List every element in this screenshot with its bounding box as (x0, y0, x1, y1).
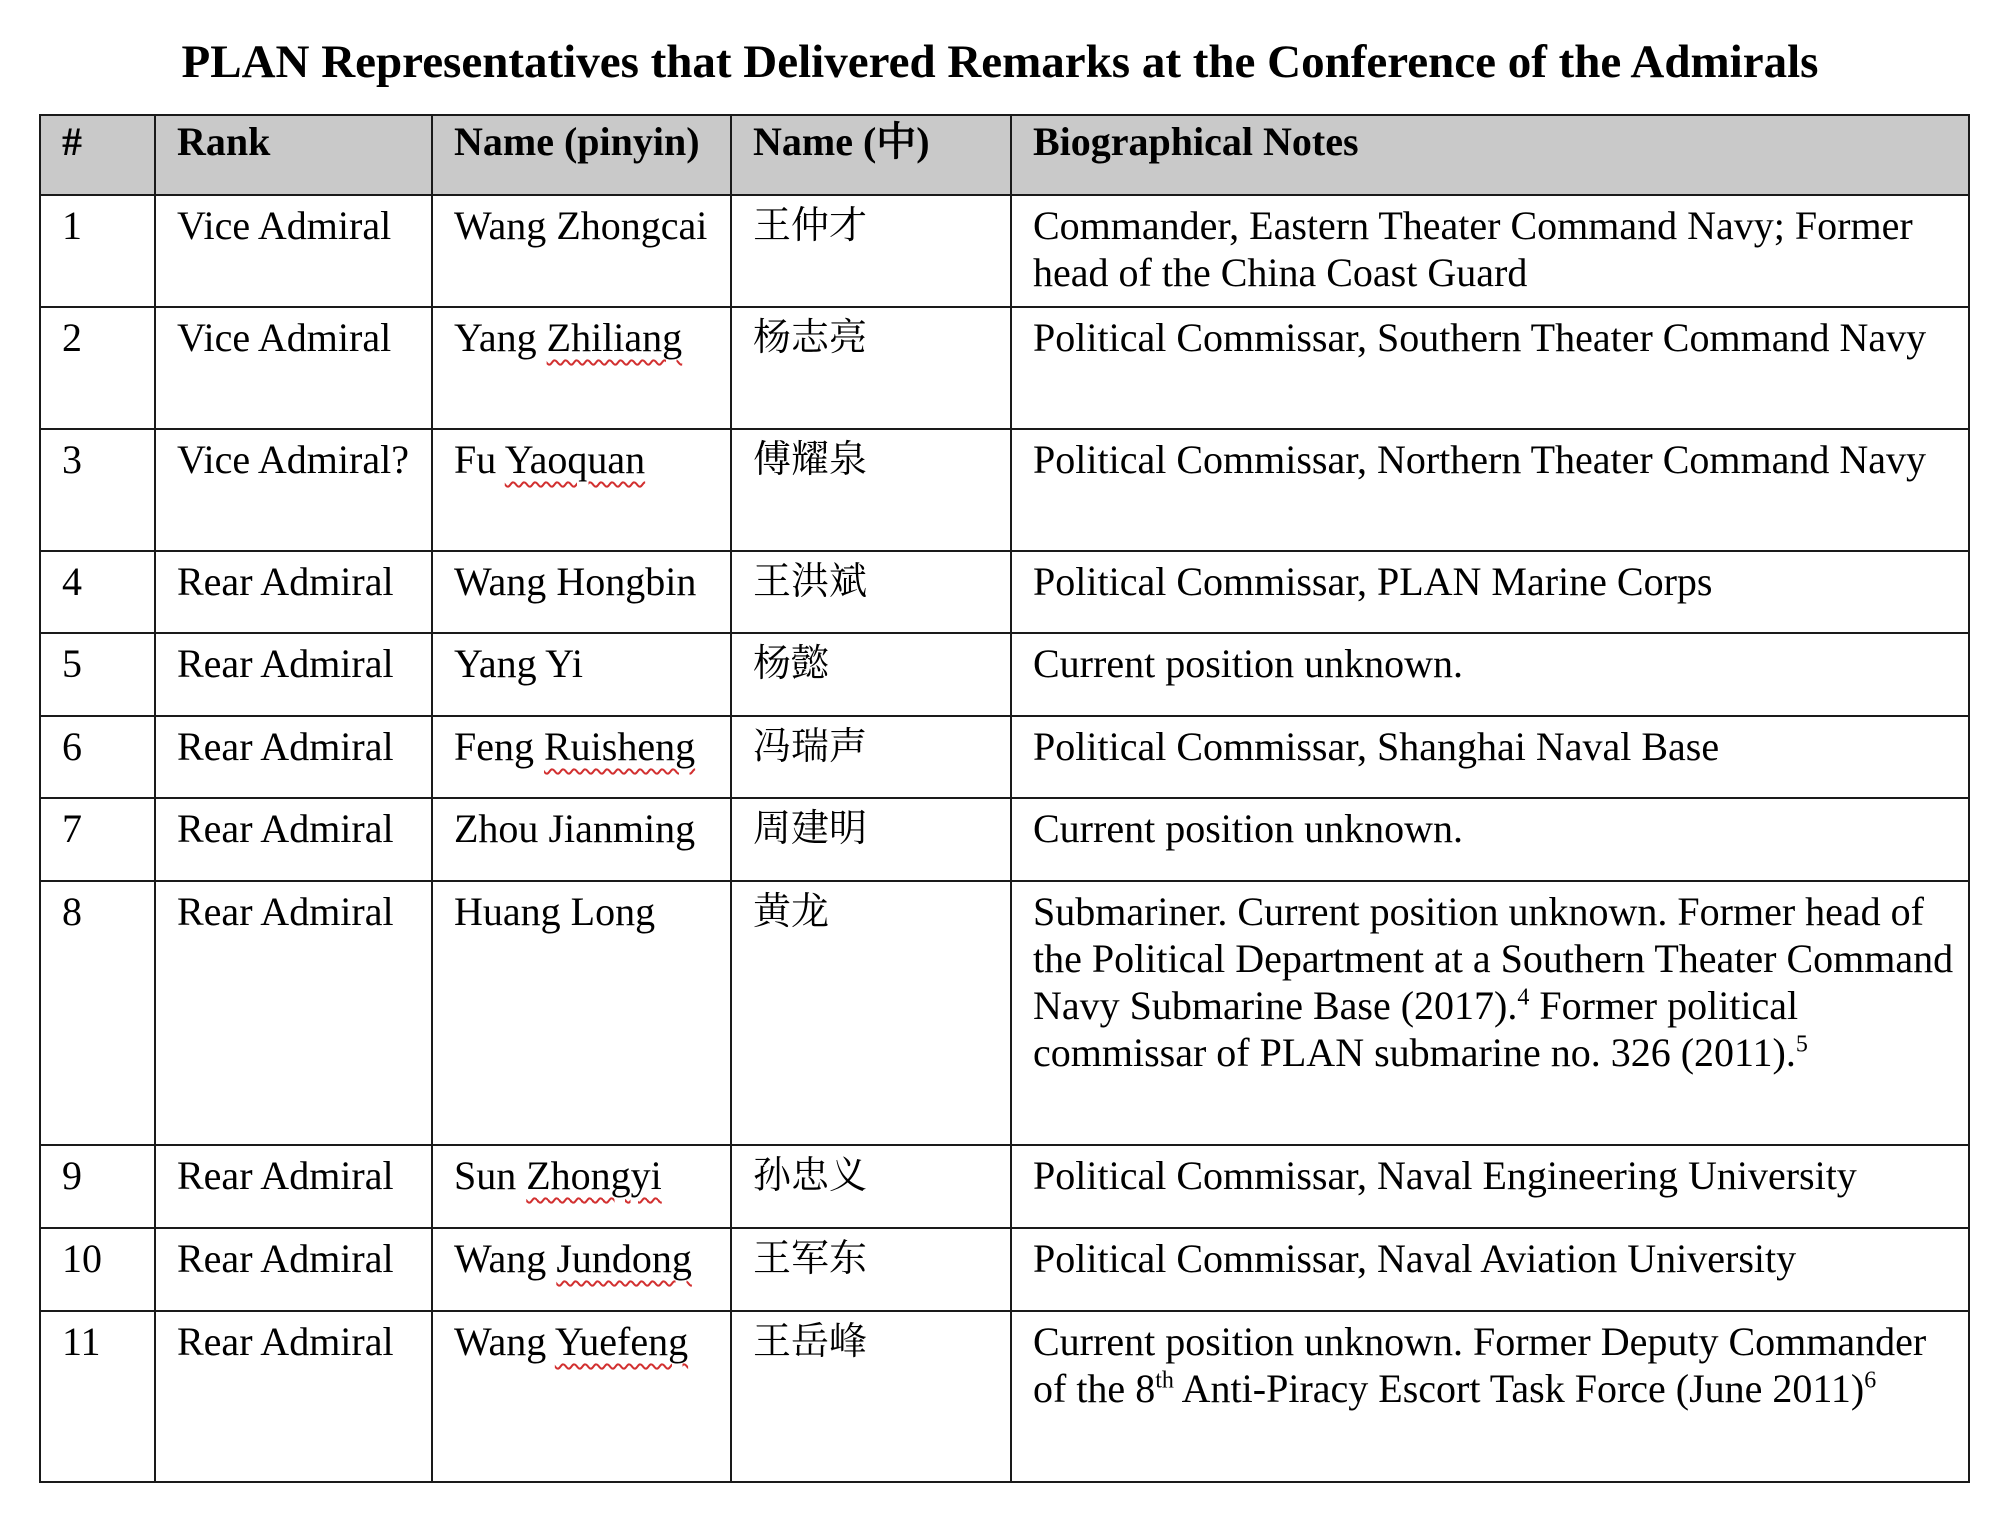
table-header-row (40, 115, 1969, 195)
name-chinese-cell: 王岳峰 (731, 1311, 1011, 1482)
rank-cell: Rear Admiral (155, 1311, 432, 1482)
table-row (40, 798, 1969, 881)
name-pinyin-first: Sun (454, 1153, 517, 1198)
bio-cell: Political Commissar, PLAN Marine Corps (1011, 551, 1969, 633)
table-row (40, 1311, 1969, 1482)
rank-cell: Vice Admiral? (155, 429, 432, 551)
bio-text: Anti-Piracy Escort Task Force (June 2011) (1173, 1366, 1865, 1411)
table-row (40, 633, 1969, 716)
name-chinese-cell: 孙忠义 (731, 1145, 1011, 1228)
bio-text: Current position unknown. Former Deputy Commander of the 8 (1033, 1319, 1927, 1411)
bio-cell: Political Commissar, Naval Aviation University (1011, 1228, 1969, 1311)
name-pinyin-cell (432, 195, 731, 307)
name-pinyin-cell (432, 716, 731, 798)
name-pinyin-second: Long (570, 889, 656, 934)
table-row (40, 716, 1969, 798)
name-pinyin-cell (432, 1145, 731, 1228)
row-number: 8 (40, 881, 155, 1145)
name-chinese-cell: 冯瑞声 (731, 716, 1011, 798)
row-number: 9 (40, 1145, 155, 1228)
bio-cell: Political Commissar, Northern Theater Command Navy (1011, 429, 1969, 551)
rank-cell: Rear Admiral (155, 1228, 432, 1311)
rank-cell: Rear Admiral (155, 716, 432, 798)
name-pinyin-second: Jianming (548, 806, 696, 851)
header-biographical-notes: Biographical Notes (1011, 115, 1969, 195)
name-pinyin-cell (432, 551, 731, 633)
row-number: 4 (40, 551, 155, 633)
footnote-ref[interactable]: 4 (1517, 984, 1530, 1011)
rank-cell: Vice Admiral (155, 195, 432, 307)
row-number: 11 (40, 1311, 155, 1482)
name-chinese-cell: 杨志亮 (731, 307, 1011, 429)
name-pinyin-second: Zhongyi (526, 1153, 662, 1198)
bio-cell: Current position unknown. (1011, 798, 1969, 881)
bio-cell (1011, 881, 1969, 1145)
name-pinyin-second: Zhongcai (556, 203, 708, 248)
header-num: # (40, 115, 155, 195)
footnote-ref[interactable]: 5 (1795, 1031, 1808, 1058)
bio-cell (1011, 1311, 1969, 1482)
row-number: 10 (40, 1228, 155, 1311)
rank-cell: Rear Admiral (155, 1145, 432, 1228)
row-number: 6 (40, 716, 155, 798)
name-pinyin-cell (432, 881, 731, 1145)
header-name-chinese: Name (中) (731, 115, 1011, 195)
representatives-table (39, 114, 1970, 1483)
table-row (40, 195, 1969, 307)
table-row (40, 1145, 1969, 1228)
row-number: 5 (40, 633, 155, 716)
table-row (40, 551, 1969, 633)
document-title: PLAN Representatives that Delivered Remarks at the Conference of the Admirals (181, 36, 1819, 88)
name-pinyin-first: Zhou (454, 806, 539, 851)
name-pinyin-cell (432, 429, 731, 551)
name-pinyin-first: Fu (454, 437, 497, 482)
rank-cell: Rear Admiral (155, 881, 432, 1145)
bio-cell: Political Commissar, Shanghai Naval Base (1011, 716, 1969, 798)
name-pinyin-second: Jundong (556, 1236, 692, 1281)
row-number: 2 (40, 307, 155, 429)
table-row (40, 429, 1969, 551)
table-row (40, 307, 1969, 429)
name-pinyin-cell (432, 633, 731, 716)
name-chinese-cell: 杨懿 (731, 633, 1011, 716)
name-pinyin-second: Yaoquan (504, 437, 646, 482)
row-number: 3 (40, 429, 155, 551)
name-pinyin-second: Yuefeng (554, 1319, 689, 1364)
name-pinyin-cell (432, 307, 731, 429)
bio-cell: Current position unknown. (1011, 633, 1969, 716)
name-pinyin-cell (432, 1311, 731, 1482)
name-pinyin-second: Zhiliang (546, 315, 683, 360)
rank-cell: Vice Admiral (155, 307, 432, 429)
name-pinyin-first: Yang (454, 641, 537, 686)
bio-text: Former political commissar of PLAN submarine no. 326 (2011). (1033, 983, 1799, 1075)
table-row (40, 1228, 1969, 1311)
header-name-pinyin: Name (pinyin) (432, 115, 731, 195)
name-pinyin-first: Wang (454, 1319, 547, 1364)
name-pinyin-first: Yang (454, 315, 537, 360)
row-number: 1 (40, 195, 155, 307)
bio-cell: Political Commissar, Naval Engineering University (1011, 1145, 1969, 1228)
name-pinyin-first: Huang (454, 889, 561, 934)
name-chinese-cell: 王洪斌 (731, 551, 1011, 633)
bio-cell: Commander, Eastern Theater Command Navy; Former head of the China Coast Guard (1011, 195, 1969, 307)
name-pinyin-cell (432, 798, 731, 881)
name-chinese-cell: 黄龙 (731, 881, 1011, 1145)
name-pinyin-second: Ruisheng (544, 724, 696, 769)
name-pinyin-second: Yi (545, 641, 583, 686)
name-pinyin-second: Hongbin (556, 559, 697, 604)
bio-cell: Political Commissar, Southern Theater Command Navy (1011, 307, 1969, 429)
header-rank: Rank (155, 115, 432, 195)
rank-cell: Rear Admiral (155, 551, 432, 633)
row-number: 7 (40, 798, 155, 881)
name-pinyin-first: Feng (454, 724, 534, 769)
name-pinyin-first: Wang (454, 203, 547, 248)
name-pinyin-first: Wang (454, 559, 547, 604)
name-chinese-cell: 傅耀泉 (731, 429, 1011, 551)
footnote-ref[interactable]: 6 (1864, 1367, 1877, 1394)
name-chinese-cell: 王军东 (731, 1228, 1011, 1311)
rank-cell: Rear Admiral (155, 633, 432, 716)
name-chinese-cell: 王仲才 (731, 195, 1011, 307)
bio-text: Submariner. Current position unknown. Former head of the Political Department at a Southern Theater Command Navy Submarine Base (2017). (1033, 889, 1954, 1028)
name-pinyin-cell (432, 1228, 731, 1311)
ordinal-suffix: th (1155, 1367, 1174, 1394)
name-chinese-cell: 周建明 (731, 798, 1011, 881)
rank-cell: Rear Admiral (155, 798, 432, 881)
table-row (40, 881, 1969, 1145)
name-pinyin-first: Wang (454, 1236, 547, 1281)
